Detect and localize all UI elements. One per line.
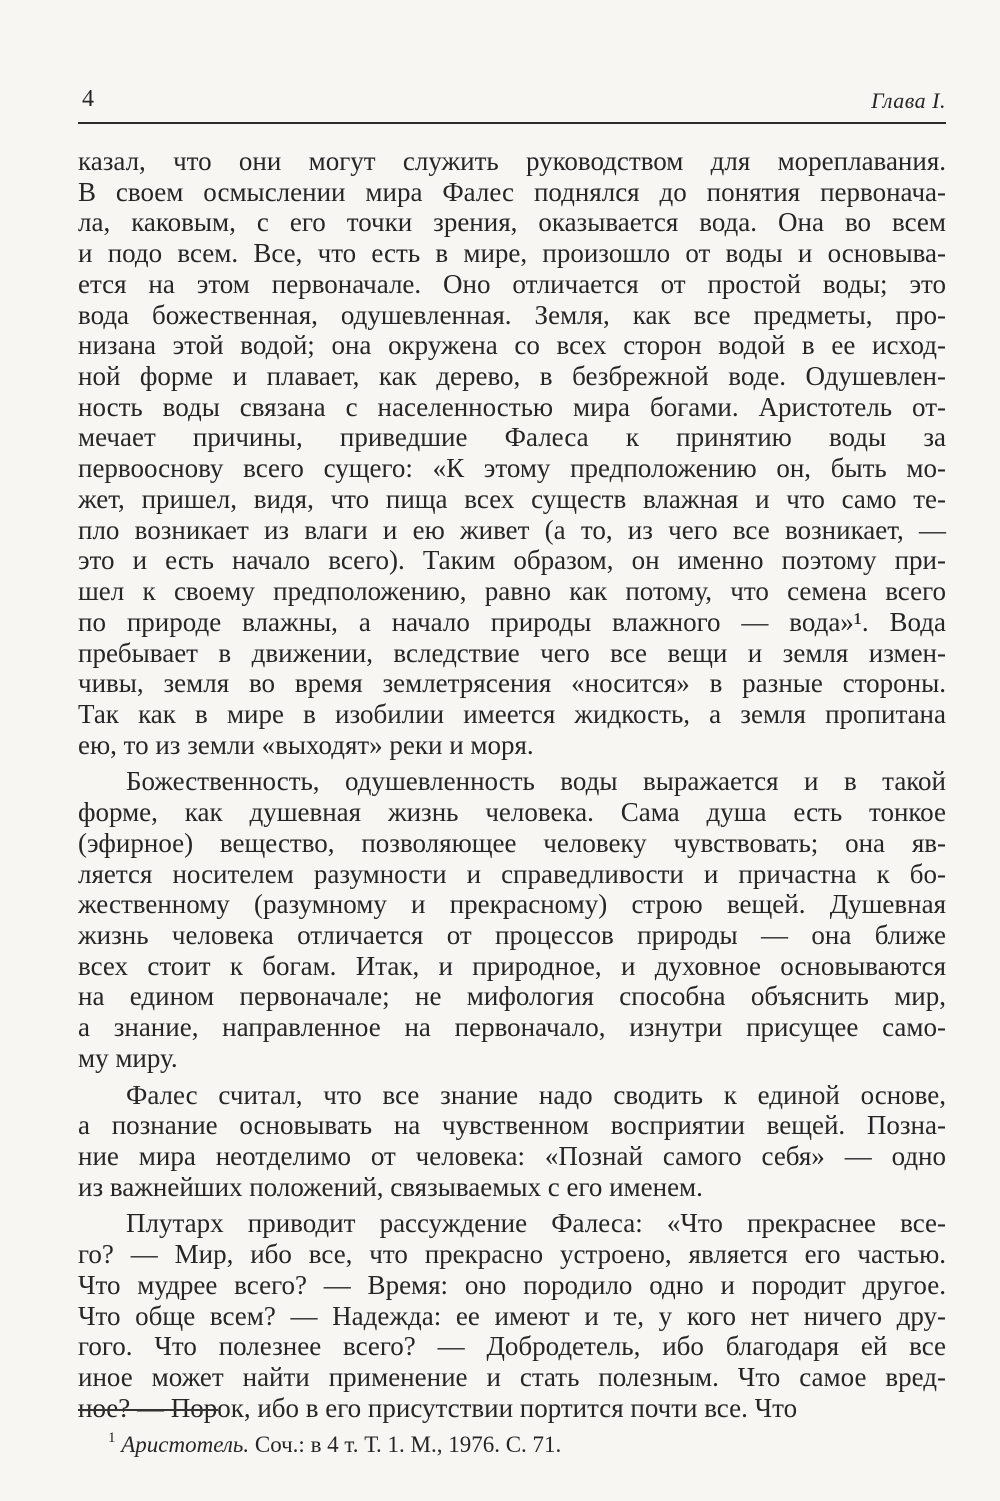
- paragraph: [78, 1080, 946, 1203]
- footnote-author: Аристотель.: [121, 1432, 250, 1457]
- text-line: а знание, направленное на первоначало, изнутри присущее само-: [78, 1012, 946, 1043]
- text-line: Фалес считал, что все знание надо сводить к единой основе,: [126, 1079, 946, 1110]
- footnote-text: Соч.: в 4 т. Т. 1. М., 1976. С. 71.: [249, 1432, 562, 1457]
- text-line: шел к своему предположению, равно как потому, что семена всего: [78, 576, 946, 607]
- text-line: Плутарх приводит рассуждение Фалеса: «Что прекраснее все-: [126, 1208, 946, 1239]
- text-line: Что обще всем? — Надежда: ее имеют и те, у кого нет ничего дру-: [78, 1300, 946, 1331]
- text-line: это и есть начало всего). Таким образом, он именно поэтому при-: [78, 545, 946, 576]
- text-line: ной форме и плавает, как дерево, в безбрежной воде. Одушевлен-: [78, 361, 946, 392]
- text-line: на едином первоначале; не мифология способна объяснить мир,: [78, 981, 946, 1012]
- chapter-title: Глава I.: [871, 88, 946, 113]
- text-line: ляется носителем разумности и справедливости и причастна к бо-: [78, 858, 946, 889]
- text-line: го? — Мир, ибо все, что прекрасно устроено, является его частью.: [78, 1239, 946, 1270]
- text-line: В своем осмыслении мира Фалес поднялся до понятия первонача-: [78, 176, 946, 207]
- text-line: низана этой водой; она окружена со всех сторон водой в ее исход-: [78, 330, 946, 361]
- text-line: а познание основывать на чувственном восприятии вещей. Позна-: [78, 1110, 946, 1141]
- text-line: (эфирное) вещество, позволяющее человеку чувствовать; она яв-: [78, 827, 946, 858]
- text-line: гого. Что полезнее всего? — Добродетель, ибо благодаря ей все: [78, 1331, 946, 1362]
- text-line: Божественность, одушевленность воды выражается и в такой: [126, 766, 946, 797]
- text-line: чивы, земля во время землетрясения «носится» в разные стороны.: [78, 668, 946, 699]
- text-line: и подо всем. Все, что есть в мире, произошло от воды и основыва-: [78, 238, 946, 269]
- paragraph: [78, 766, 946, 1073]
- text-line: вода божественная, одушевленная. Земля, как все предметы, про-: [78, 299, 946, 330]
- text-line: иное может найти применение и стать полезным. Что самое вред-: [78, 1362, 946, 1393]
- footnote: [108, 1432, 561, 1458]
- footnote-separator: [78, 1409, 218, 1411]
- text-line: ние мира неотделимо от человека: «Познай самого себя» — одно: [78, 1141, 946, 1171]
- text-line: по природе влажны, а начало природы влажного — вода»¹. Вода: [78, 606, 946, 637]
- text-line: пло возникает из влаги и ею живет (а то, из чего все возникает, —: [78, 514, 946, 545]
- footnote-marker: 1: [108, 1430, 116, 1446]
- page-number: 4: [82, 86, 94, 112]
- text-line: жизнь человека отличается от процессов природы — она ближе: [78, 919, 946, 950]
- paragraph: [78, 146, 946, 760]
- text-line: форме, как душевная жизнь человека. Сама душа есть тонкое: [78, 797, 946, 828]
- text-line: жественному (разумному и прекрасному) строю вещей. Душевная: [78, 889, 946, 920]
- text-line: из важнейших положений, связываемых с его именем.: [78, 1171, 703, 1202]
- text-line: жет, пришел, видя, что пища всех существ влажная и что само те-: [78, 483, 946, 514]
- text-line: ность воды связана с населенностью мира богами. Аристотель от-: [78, 391, 946, 422]
- text-line: всех стоит к богам. Итак, и природное, и духовное основываются: [78, 950, 946, 981]
- text-line: казал, что они могут служить руководством для мореплавания.: [78, 146, 946, 176]
- text-line: мечает причины, приведшие Фалеса к принятию воды за: [78, 422, 946, 453]
- running-header: [78, 84, 946, 124]
- paragraph: [78, 1208, 946, 1423]
- text-line: ется на этом первоначале. Оно отличается от простой воды; это: [78, 268, 946, 299]
- text-line: му миру.: [78, 1042, 178, 1073]
- text-line: Так как в мире в изобилии имеется жидкость, а земля пропитана: [78, 698, 946, 729]
- text-line: первооснову всего сущего: «К этому предположению он, быть мо-: [78, 453, 946, 484]
- text-line: ею, то из земли «выходят» реки и моря.: [78, 729, 534, 760]
- text-line: ла, каковым, с его точки зрения, оказывается вода. Она во всем: [78, 207, 946, 238]
- body-text: [78, 146, 946, 1423]
- text-line: ное? — Порок, ибо в его присутствии портится почти все. Что: [78, 1392, 798, 1423]
- text-line: Что мудрее всего? — Время: оно породило одно и породит другое.: [78, 1269, 946, 1300]
- text-line: пребывает в движении, вследствие чего все вещи и земля измен-: [78, 637, 946, 668]
